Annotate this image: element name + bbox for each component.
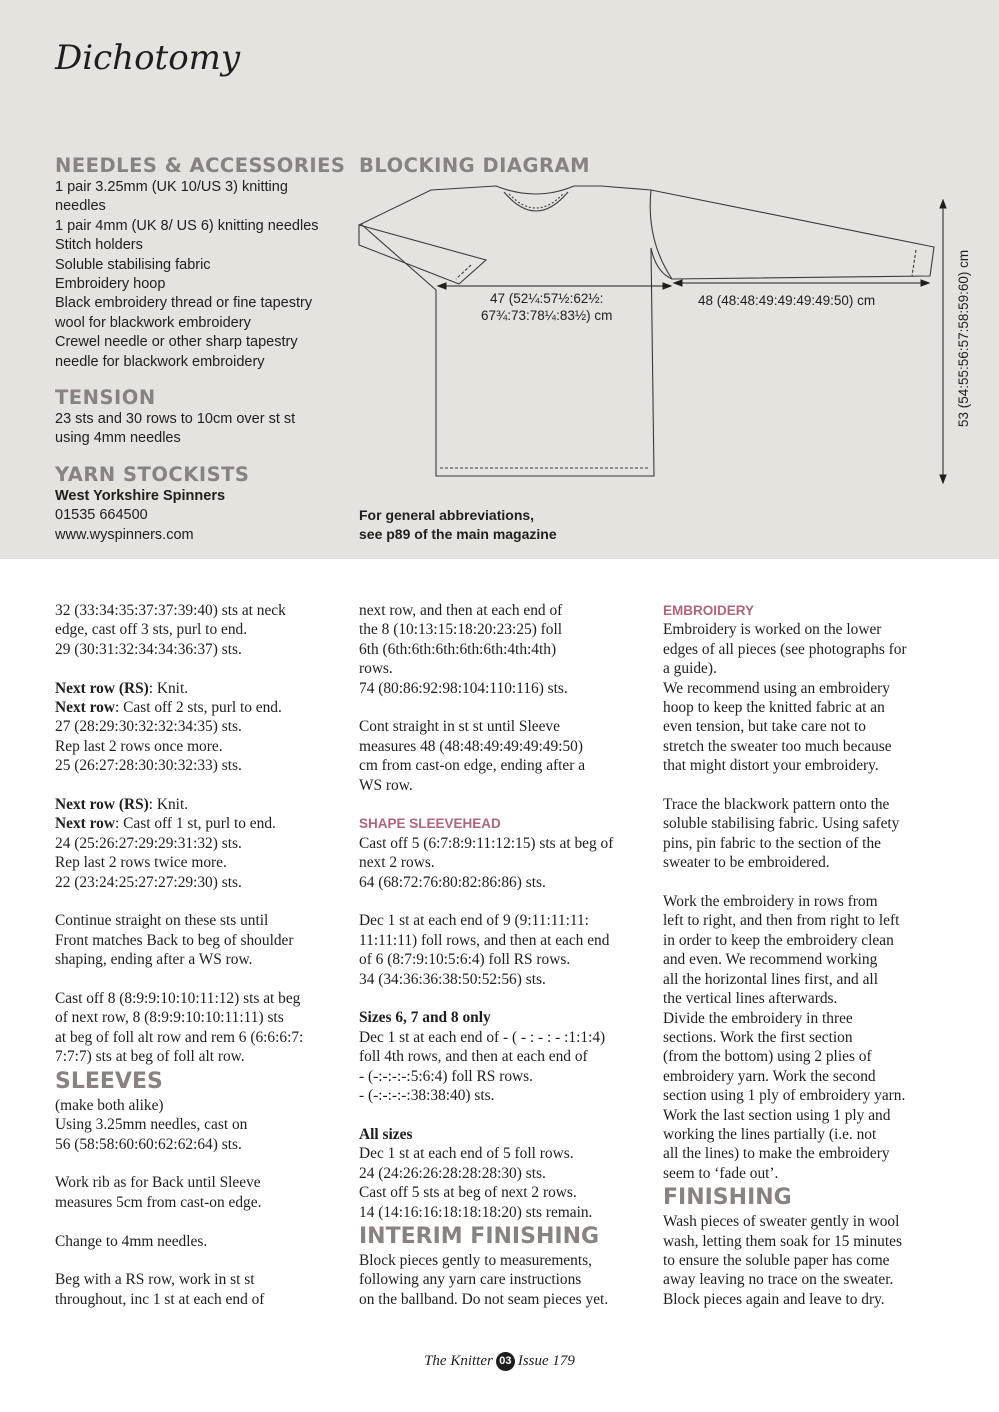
needles-line: needle for blackwork embroidery xyxy=(55,353,265,370)
abbrev-note: For general abbreviations, see p89 of the main magazine xyxy=(359,507,557,543)
instruction-line xyxy=(359,1086,613,1105)
instruction-line xyxy=(359,853,613,872)
instruction-line xyxy=(663,1270,907,1289)
instruction-line xyxy=(663,931,907,950)
instruction-text: shaping, ending after a WS row. xyxy=(55,951,253,969)
instruction-text: - (-:-:-:-:38:38:40) sts. xyxy=(359,1087,495,1105)
instruction-text: Using 3.25mm needles, cast on xyxy=(55,1116,248,1134)
instruction-text: 27 (28:29:30:32:32:34:35) sts. xyxy=(55,718,242,736)
instruction-line xyxy=(359,873,613,892)
sweater-outline xyxy=(359,186,934,476)
needles-line: 1 pair 3.25mm (UK 10/US 3) knitting xyxy=(55,179,288,195)
instruction-line xyxy=(55,679,303,698)
instruction-text: at beg of foll alt row and rem 6 (6:6:6:7: xyxy=(55,1028,304,1046)
paragraph-gap xyxy=(359,795,613,814)
instruction-text: Block pieces again and leave to dry. xyxy=(663,1290,885,1308)
instruction-text: Work the embroidery in rows from xyxy=(663,893,878,911)
needles-line: Crewel needle or other sharp tapestry xyxy=(55,334,298,351)
instruction-line xyxy=(359,620,613,639)
instruction-text: of next row, 8 (8:9:9:10:10:11:11) sts xyxy=(55,1009,284,1027)
instruction-line xyxy=(359,640,613,659)
instruction-line xyxy=(663,1164,907,1183)
instruction-line xyxy=(663,620,907,639)
instruction-line xyxy=(663,911,907,930)
instruction-text: Work the last section using 1 ply and xyxy=(663,1106,891,1124)
subsection-heading: SHAPE SLEEVEHEAD xyxy=(359,816,501,832)
needles-line: Black embroidery thread or fine tapestry xyxy=(55,295,313,312)
yarn-stockist-name: West Yorkshire Spinners xyxy=(55,488,226,504)
instruction-text: 11:11:11) foll rows, and then at each end xyxy=(359,931,610,949)
length-label: 53 (54:55:56:57:58:59:60) cm xyxy=(956,249,971,427)
instruction-line xyxy=(55,1096,303,1115)
instruction-text: - (-:-:-:-:5:6:4) foll RS rows. xyxy=(359,1067,533,1085)
instruction-line xyxy=(359,834,613,853)
instruction-line xyxy=(55,1173,303,1192)
paragraph-gap xyxy=(663,776,907,795)
page-number-badge: 03 xyxy=(496,1352,515,1371)
needles-heading: NEEDLES & ACCESSORIES xyxy=(55,154,346,177)
instruction-text: 24 (24:26:26:28:28:28:30) sts. xyxy=(359,1164,546,1182)
instruction-text: Cont straight in st st until Sleeve xyxy=(359,718,560,736)
instruction-text: of 6 (8:7:9:10:5:6:4) foll RS rows. xyxy=(359,951,571,969)
instruction-text: all the lines) to make the embroidery xyxy=(663,1145,890,1163)
paragraph-gap xyxy=(55,1251,303,1270)
instruction-line xyxy=(663,717,907,736)
instruction-text: Cast off 8 (8:9:9:10:10:11:12) sts at beg xyxy=(55,990,301,1008)
instruction-line xyxy=(55,795,303,814)
instruction-line xyxy=(55,1193,303,1212)
instruction-line xyxy=(359,601,613,620)
instruction-text: Continue straight on these sts until xyxy=(55,912,269,930)
subsection-heading: EMBROIDERY xyxy=(663,603,755,618)
instruction-text: seem to ‘fade out’. xyxy=(663,1164,779,1182)
section-heading: SLEEVES xyxy=(55,1068,163,1094)
instruction-line xyxy=(663,1212,907,1231)
instruction-text: measures 48 (48:48:49:49:49:49:50) xyxy=(359,737,583,755)
needles-line: 1 pair 4mm (UK 8/ US 6) knitting needles xyxy=(55,217,319,234)
paragraph-gap xyxy=(359,1106,613,1125)
instruction-text: in order to keep the embroidery clean xyxy=(663,931,894,949)
instruction-text: the 8 (10:13:15:18:20:23:25) foll xyxy=(359,621,563,639)
magazine-name: The Knitter xyxy=(424,1352,493,1369)
row-label: Next row (RS) xyxy=(55,796,149,814)
instruction-line xyxy=(663,814,907,833)
instruction-text: working the lines partially (i.e. not xyxy=(663,1125,877,1143)
blocking-heading: BLOCKING DIAGRAM xyxy=(359,154,591,177)
needles-line: Embroidery hoop xyxy=(55,276,166,293)
needles-line: wool for blackwork embroidery xyxy=(55,314,251,331)
instruction-line xyxy=(359,717,613,736)
instruction-line xyxy=(359,1144,613,1163)
instruction-line xyxy=(663,853,907,872)
instruction-line xyxy=(663,679,907,698)
instruction-line xyxy=(359,970,613,989)
instruction-text: measures 5cm from cast-on edge. xyxy=(55,1193,262,1211)
instruction-text: We recommend using an embroidery xyxy=(663,679,890,697)
chest-label: 47 (52¼:57½:62½: xyxy=(490,291,604,306)
instruction-line xyxy=(663,1125,907,1144)
instruction-text: Beg with a RS row, work in st st xyxy=(55,1271,255,1289)
instruction-text: 7:7:7) sts at beg of foll alt row. xyxy=(55,1048,245,1066)
instruction-line xyxy=(359,911,613,930)
instruction-text: pins, pin fabric to the section of the xyxy=(663,834,881,852)
paragraph-gap xyxy=(55,776,303,795)
instruction-line xyxy=(663,1009,907,1028)
instruction-text: section using 1 ply of embroidery yarn. xyxy=(663,1087,906,1105)
paragraph-gap xyxy=(359,698,613,717)
instruction-text: 14 (14:16:16:18:18:18:20) sts remain. xyxy=(359,1203,593,1221)
instruction-text: sections. Work the first section xyxy=(663,1028,853,1046)
instruction-line xyxy=(55,1028,303,1047)
instruction-line xyxy=(663,1232,907,1251)
row-label: Next row xyxy=(55,815,115,833)
instruction-line xyxy=(663,640,907,659)
instruction-line xyxy=(55,814,303,833)
instruction-line xyxy=(359,1028,613,1047)
instruction-line xyxy=(663,1251,907,1270)
instruction-text: 32 (33:34:35:37:37:39:40) sts at neck xyxy=(55,602,286,619)
instruction-line xyxy=(55,911,303,930)
instruction-line xyxy=(55,1270,303,1289)
instruction-line xyxy=(663,970,907,989)
instruction-text: (make both alike) xyxy=(55,1096,164,1114)
paragraph-gap xyxy=(55,970,303,989)
instruction-text: : Knit. xyxy=(148,796,189,814)
instruction-line xyxy=(359,1203,613,1222)
yarn-website[interactable]: www.wyspinners.com xyxy=(55,526,194,543)
instruction-line xyxy=(55,1135,303,1154)
instruction-text: embroidery yarn. Work the second xyxy=(663,1067,876,1085)
instruction-text: 24 (25:26:27:29:29:31:32) sts. xyxy=(55,834,242,852)
size-heading: Sizes 6, 7 and 8 only xyxy=(359,1009,491,1027)
instruction-line xyxy=(663,1028,907,1047)
instruction-line xyxy=(55,737,303,756)
instruction-text: : Cast off 2 sts, purl to end. xyxy=(114,699,282,717)
instruction-text: Block pieces gently to measurements, xyxy=(359,1251,592,1269)
instruction-line xyxy=(663,989,907,1008)
instruction-text: Change to 4mm needles. xyxy=(55,1232,208,1250)
instruction-text: 29 (30:31:32:34:34:36:37) sts. xyxy=(55,640,242,658)
instruction-text: cm from cast-on edge, ending after a xyxy=(359,757,586,775)
instruction-line xyxy=(359,1290,613,1309)
row-label: Next row (RS) xyxy=(55,679,149,697)
instruction-text: Dec 1 st at each end of 5 foll rows. xyxy=(359,1145,574,1163)
page-title: Dichotomy xyxy=(55,38,241,78)
instruction-line xyxy=(55,620,303,639)
instruction-text: Trace the blackwork pattern onto the xyxy=(663,796,890,814)
instruction-text: (from the bottom) using 2 plies of xyxy=(663,1048,872,1066)
instruction-line xyxy=(663,1144,907,1163)
instruction-line xyxy=(55,640,303,659)
row-label: Next row xyxy=(55,699,115,717)
instruction-line xyxy=(55,601,303,620)
paragraph-gap xyxy=(55,1154,303,1173)
yarn-heading: YARN STOCKISTS xyxy=(55,463,250,486)
size-heading: All sizes xyxy=(359,1125,413,1143)
instruction-text: 6th (6th:6th:6th:6th:6th:4th:4th) xyxy=(359,640,557,658)
paragraph-gap xyxy=(55,1212,303,1231)
instruction-line xyxy=(55,717,303,736)
instruction-line xyxy=(359,950,613,969)
blocking-diagram xyxy=(356,180,976,490)
instruction-text: to ensure the soluble paper has come xyxy=(663,1251,890,1269)
instruction-line xyxy=(663,950,907,969)
instruction-line xyxy=(663,1106,907,1125)
instruction-line xyxy=(663,756,907,775)
yarn-phone: 01535 664500 xyxy=(55,507,148,524)
instruction-text: Rep last 2 rows twice more. xyxy=(55,854,227,872)
instruction-text: a guide). xyxy=(663,660,717,678)
paragraph-gap xyxy=(55,659,303,678)
instruction-line xyxy=(55,834,303,853)
instruction-text: WS row. xyxy=(359,776,413,794)
column-3 xyxy=(663,601,907,1309)
instruction-text: next row, and then at each end of xyxy=(359,602,563,619)
instruction-line xyxy=(359,737,613,756)
instruction-text: throughout, inc 1 st at each end of xyxy=(55,1290,265,1308)
instruction-line xyxy=(55,1232,303,1251)
instruction-line xyxy=(663,1086,907,1105)
instruction-text: that might distort your embroidery. xyxy=(663,757,879,775)
instruction-text: Divide the embroidery in three xyxy=(663,1009,853,1027)
instruction-text: soluble stabilising fabric. Using safety xyxy=(663,815,900,833)
instruction-text: the vertical lines afterwards. xyxy=(663,990,838,1008)
needles-list xyxy=(55,178,319,372)
instruction-text: even tension, but take care not to xyxy=(663,718,867,736)
instruction-line xyxy=(55,1047,303,1066)
instruction-line xyxy=(663,659,907,678)
instruction-text: next 2 rows. xyxy=(359,854,435,872)
instruction-line xyxy=(663,834,907,853)
needles-line: Soluble stabilising fabric xyxy=(55,256,211,273)
column-2 xyxy=(359,601,613,1309)
instruction-line xyxy=(55,698,303,717)
sleeve-label: 48 (48:48:49:49:49:49:50) cm xyxy=(698,293,876,308)
instruction-line xyxy=(55,1290,303,1309)
instruction-text: 25 (26:27:28:30:30:32:33) sts. xyxy=(55,757,242,775)
instruction-line xyxy=(359,679,613,698)
instruction-text: : Knit. xyxy=(148,679,189,697)
instruction-text: Dec 1 st at each end of - ( - : - : - :1:1:4) xyxy=(359,1028,606,1046)
needles-line: Stitch holders xyxy=(55,237,143,254)
instruction-line xyxy=(359,659,613,678)
issue-number: Issue 179 xyxy=(517,1352,575,1369)
tension-heading: TENSION xyxy=(55,386,156,409)
instruction-text: 64 (68:72:76:80:82:86:86) sts. xyxy=(359,873,546,891)
instruction-line xyxy=(359,1164,613,1183)
instruction-line xyxy=(55,1115,303,1134)
instruction-text: 74 (80:86:92:98:104:110:116) sts. xyxy=(359,679,568,697)
instruction-line xyxy=(359,756,613,775)
instruction-line xyxy=(55,1008,303,1027)
instruction-line xyxy=(663,1067,907,1086)
instruction-text: left to right, and then from right to left xyxy=(663,912,900,930)
instruction-line xyxy=(55,756,303,775)
instruction-text: following any yarn care instructions xyxy=(359,1271,582,1289)
instruction-line xyxy=(359,1270,613,1289)
section-heading: INTERIM FINISHING xyxy=(359,1223,600,1249)
instruction-text: Work rib as for Back until Sleeve xyxy=(55,1174,261,1192)
instruction-text: rows. xyxy=(359,660,393,678)
instruction-text: foll 4th rows, and then at each end of xyxy=(359,1048,588,1066)
instruction-text: all the horizontal lines first, and all xyxy=(663,970,878,988)
instruction-line xyxy=(55,931,303,950)
instruction-line xyxy=(359,1067,613,1086)
chest-label-2: 67¾:73:78¼:83½) cm xyxy=(481,308,613,323)
paragraph-gap xyxy=(663,873,907,892)
instruction-line xyxy=(359,1047,613,1066)
paragraph-gap xyxy=(359,989,613,1008)
instruction-line xyxy=(55,853,303,872)
instruction-line xyxy=(359,1251,613,1270)
instruction-text: and even. We recommend working xyxy=(663,951,878,969)
instruction-line xyxy=(663,1290,907,1309)
page-footer xyxy=(0,1352,999,1371)
needles-line: needles xyxy=(55,198,106,215)
tension-line: 23 sts and 30 rows to 10cm over st st xyxy=(55,411,296,427)
instruction-text: sweater to be embroidered. xyxy=(663,854,830,872)
instruction-text: Dec 1 st at each end of 9 (9:11:11:11: xyxy=(359,912,589,930)
instruction-text: wash, letting them soak for 15 minutes xyxy=(663,1232,902,1250)
instruction-line xyxy=(55,989,303,1008)
instruction-line xyxy=(359,776,613,795)
instruction-line xyxy=(359,1183,613,1202)
instruction-line xyxy=(55,873,303,892)
tension-text xyxy=(55,410,295,449)
instruction-line xyxy=(663,1047,907,1066)
instruction-text: Cast off 5 (6:7:8:9:11:12:15) sts at beg of xyxy=(359,834,614,852)
instruction-text: on the ballband. Do not seam pieces yet. xyxy=(359,1290,609,1308)
instruction-text: away leaving no trace on the sweater. xyxy=(663,1271,894,1289)
instruction-text: : Cast off 1 st, purl to end. xyxy=(114,815,276,833)
column-1 xyxy=(55,601,303,1309)
instruction-line xyxy=(663,892,907,911)
instruction-text: Wash pieces of sweater gently in wool xyxy=(663,1213,900,1231)
instruction-text: stretch the sweater too much because xyxy=(663,737,892,755)
instruction-text: edges of all pieces (see photographs for xyxy=(663,640,907,658)
instruction-text: hoop to keep the knitted fabric at an xyxy=(663,699,885,717)
paragraph-gap xyxy=(55,892,303,911)
instruction-line xyxy=(55,950,303,969)
instruction-text: 56 (58:58:60:60:62:62:64) sts. xyxy=(55,1135,242,1153)
instruction-line xyxy=(663,737,907,756)
instruction-text: Front matches Back to beg of shoulder xyxy=(55,931,294,949)
instruction-text: Rep last 2 rows once more. xyxy=(55,737,223,755)
tension-line: using 4mm needles xyxy=(55,430,181,447)
instruction-text: edge, cast off 3 sts, purl to end. xyxy=(55,621,248,639)
instruction-line xyxy=(663,698,907,717)
instruction-line xyxy=(663,795,907,814)
instruction-line xyxy=(359,931,613,950)
yarn-info xyxy=(55,487,225,545)
instruction-text: Cast off 5 sts at beg of next 2 rows. xyxy=(359,1184,577,1202)
paragraph-gap xyxy=(359,892,613,911)
instruction-text: 22 (23:24:25:27:27:29:30) sts. xyxy=(55,873,242,891)
instruction-text: Embroidery is worked on the lower xyxy=(663,621,882,639)
instruction-text: 34 (34:36:36:38:50:52:56) sts. xyxy=(359,970,546,988)
section-heading: FINISHING xyxy=(663,1185,792,1211)
